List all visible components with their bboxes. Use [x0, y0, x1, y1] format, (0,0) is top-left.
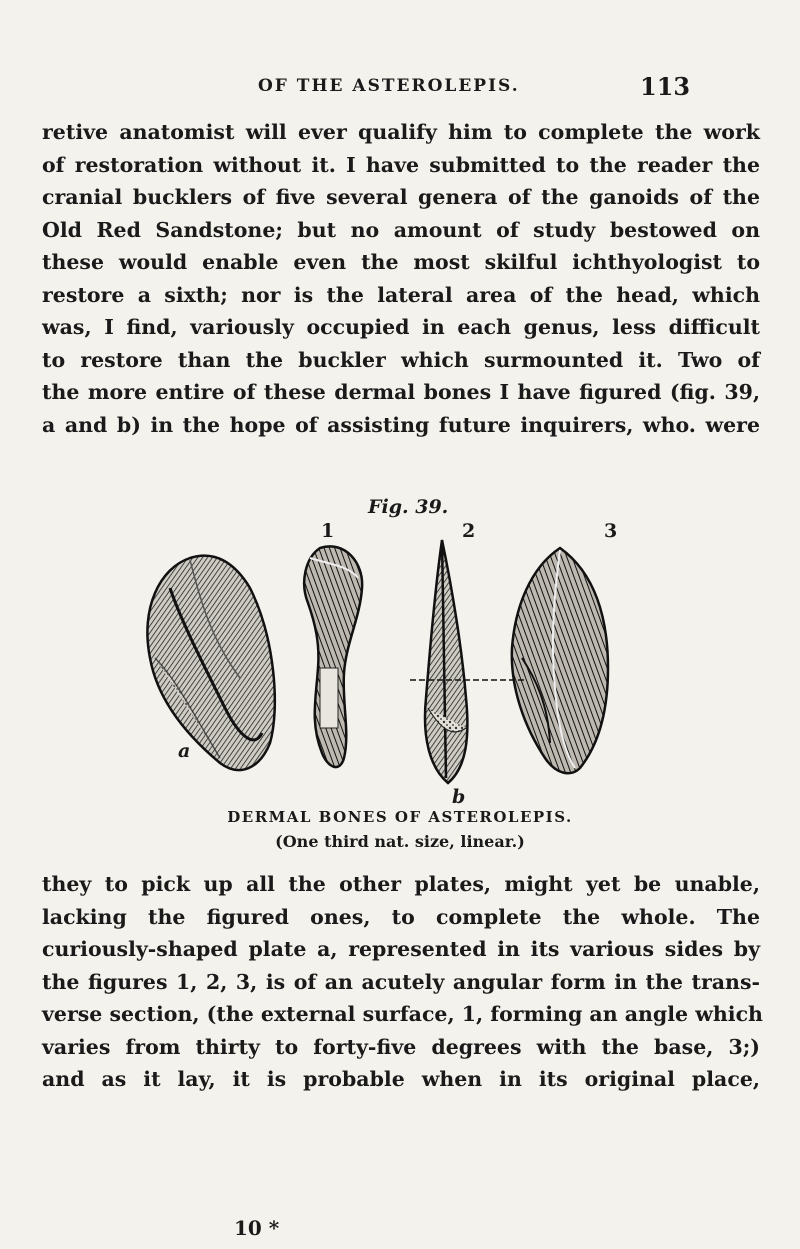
- text-line: verse section, (the external surface, 1, forming an angle which: [42, 1002, 763, 1026]
- text-line: the figures 1, 2, 3, is of an acutely angular form in the trans-: [42, 969, 760, 994]
- text-line: and as it lay, it is probable when in its original place,: [42, 1067, 760, 1091]
- bone-a-view-3: [410, 540, 500, 783]
- paragraph-2: [42, 868, 763, 1096]
- bone-a-view-1: [147, 556, 274, 770]
- figure-label: Fig. 39.: [368, 496, 449, 518]
- text-line: to restore than the buckler which surmounted it. Two of: [42, 347, 760, 372]
- paragraph-1: [42, 116, 760, 441]
- text-line: cranial bucklers of five several genera of the ganoids of the: [42, 185, 760, 209]
- running-head-title: OF THE ASTEROLEPIS.: [258, 76, 520, 96]
- text-line: these would enable even the most skilful ichthyologist to: [42, 250, 760, 274]
- figure-caption: DERMAL BONES OF ASTEROLEPIS.: [227, 808, 573, 826]
- text-line: curiously-shaped plate a, represented in its various sides by: [42, 937, 760, 961]
- running-header: [0, 72, 800, 102]
- signature-mark: 10 *: [234, 1216, 280, 1240]
- bone-a-view-2: [304, 546, 362, 767]
- bone-b: [500, 548, 608, 773]
- text-line: retive anatomist will ever qualify him to complete the work: [42, 120, 760, 144]
- figure-letter-a: a: [178, 740, 191, 762]
- figure-number-2: 2: [462, 520, 476, 542]
- figure-letter-b: b: [452, 786, 466, 808]
- figure-caption-scale: (One third nat. size, linear.): [275, 832, 525, 851]
- figure-number-3: 3: [604, 520, 618, 542]
- text-line: lacking the figured ones, to complete the whole. The: [42, 904, 760, 929]
- dermal-bones-illustration: [130, 528, 670, 828]
- text-line: they to pick up all the other plates, might yet be unable,: [42, 872, 760, 896]
- text-line: varies from thirty to forty-five degrees with the base, 3;): [42, 1034, 760, 1059]
- text-line: Old Red Sandstone; but no amount of study bestowed on: [42, 217, 760, 242]
- text-line: was, I find, variously occupied in each genus, less difficult: [42, 315, 760, 339]
- text-line: a and b) in the hope of assisting future inquirers, who. were: [42, 412, 760, 437]
- page-number: 113: [640, 72, 691, 101]
- text-line: the more entire of these dermal bones I have figured (fig. 39,: [42, 380, 760, 404]
- text-line: of restoration without it. I have submitted to the reader the: [42, 152, 760, 177]
- figure-number-1: 1: [321, 520, 335, 542]
- text-line: restore a sixth; nor is the lateral area of the head, which: [42, 282, 760, 307]
